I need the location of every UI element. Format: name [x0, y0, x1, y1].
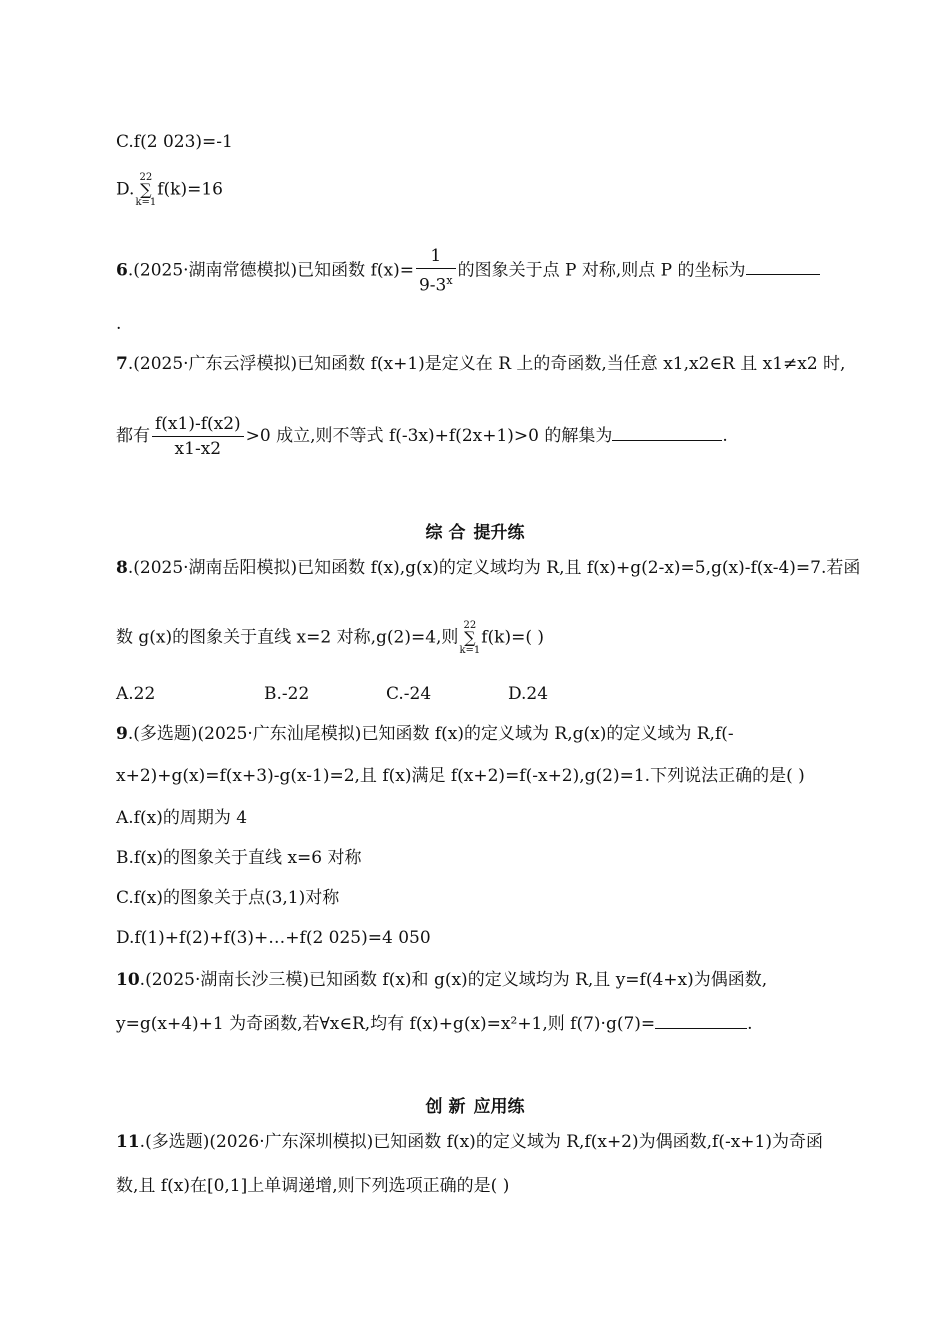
question-8-line-1	[116, 556, 860, 580]
answer-blank[interactable]	[612, 422, 722, 441]
question-text: .(多选题)(2025·广东汕尾模拟)已知函数 f(x)的定义域为 R,g(x)的定义域为 R,f(-	[127, 724, 734, 744]
question-number: 6	[116, 260, 128, 281]
question-number: 8	[116, 558, 128, 578]
sum-lower: k=1	[135, 197, 157, 208]
fraction-numerator: 1	[416, 244, 456, 269]
section-title-part-b: 应用练	[473, 1097, 525, 1117]
question-number: 7	[116, 354, 128, 374]
option-d[interactable]: D.f(1)+f(2)+f(3)+…+f(2 025)=4 050	[116, 928, 431, 948]
summation-symbol: 22 ∑ k=1	[459, 620, 481, 656]
q5-option-d	[116, 172, 223, 208]
section-title-comprehensive	[0, 518, 950, 543]
question-text: .(2025·湖南岳阳模拟)已知函数 f(x),g(x)的定义域均为 R,且 f(x)+g(2-x)=5,g(x)-f(x-4)=7.若函	[127, 558, 861, 578]
question-source: .(2025·湖南常德模拟)已知函数	[127, 260, 371, 281]
question-11-line-2: 数,且 f(x)在[0,1]上单调递增,则下列选项正确的是( )	[116, 1176, 510, 1196]
period: .	[722, 426, 728, 446]
option-a[interactable]: A.f(x)的周期为 4	[116, 808, 248, 828]
fraction-denominator: 9-3$^x$	[418, 274, 453, 296]
question-text: .(多选题)(2026·广东深圳模拟)已知函数 f(x)的定义域为 R,f(x+2)为偶函数,f(-x+1)为奇函	[139, 1132, 823, 1152]
option-c[interactable]: C.f(x)的图象关于点(3,1)对称	[116, 888, 340, 908]
fraction	[416, 244, 456, 298]
option-b[interactable]: B.-22	[264, 684, 310, 704]
fraction-denominator: x1-x2	[174, 439, 222, 459]
section-title-part-a: 创 新	[425, 1097, 466, 1117]
sum-lower: k=1	[459, 645, 481, 656]
question-text: 的图象关于点 P 对称,则点 P 的坐标为	[457, 260, 746, 281]
question-text: 数 g(x)的图象关于直线 x=2 对称,g(2)=4,则	[116, 627, 459, 648]
question-text: .(2025·湖南长沙三模)已知函数 f(x)和 g(x)的定义域均为 R,且 y=f(4+x)为偶函数,	[139, 970, 768, 990]
section-title-innovation	[0, 1092, 950, 1117]
fraction	[152, 412, 244, 461]
question-10-line-2	[116, 1010, 753, 1036]
question-9-line-1	[116, 722, 734, 746]
answer-blank[interactable]	[655, 1010, 747, 1029]
question-7-line-2	[116, 412, 728, 461]
option-c[interactable]: C.-24	[386, 684, 432, 704]
option-d[interactable]: D.24	[508, 684, 549, 704]
question-text: f(k)=( )	[481, 627, 545, 648]
summation-symbol: 22 ∑ k=1	[135, 172, 157, 208]
q5-option-d-body: f(k)=16	[157, 179, 223, 200]
question-text: y=g(x+4)+1 为奇函数,若∀x∈R,均有 f(x)+g(x)=x²+1,则 f(7)·g(7)=	[116, 1014, 656, 1034]
question-8-options	[116, 682, 548, 706]
sum-upper: 22	[139, 172, 153, 183]
answer-blank[interactable]	[746, 256, 820, 275]
question-11-line-1	[116, 1130, 823, 1154]
section-title-part-a: 综 合	[425, 523, 466, 543]
question-8-line-2	[116, 620, 544, 656]
option-a[interactable]: A.22	[116, 684, 156, 704]
function-label: f(x)=	[370, 260, 414, 281]
question-number: 10	[116, 970, 140, 990]
q5-option-d-label: D.	[116, 179, 135, 200]
question-7-line-1	[116, 352, 845, 376]
question-number: 11	[116, 1132, 140, 1152]
question-text: 都有	[116, 426, 150, 446]
option-b[interactable]: B.f(x)的图象关于直线 x=6 对称	[116, 848, 362, 868]
question-text: >0 成立,则不等式 f(-3x)+f(2x+1)>0 的解集为	[245, 426, 613, 446]
sum-upper: 22	[463, 620, 477, 631]
question-9-line-2: x+2)+g(x)=f(x+3)-g(x-1)=2,且 f(x)满足 f(x+2)=f(-x+2),g(2)=1.下列说法正确的是( )	[116, 766, 805, 786]
fraction-numerator: f(x1)-f(x2)	[152, 412, 244, 437]
question-10-line-1	[116, 968, 767, 992]
question-text: .(2025·广东云浮模拟)已知函数 f(x+1)是定义在 R 上的奇函数,当任意 x1,x2∈R 且 x1≠x2 时,	[127, 354, 846, 374]
section-title-part-b: 提升练	[473, 523, 525, 543]
q5-option-c: C.f(2 023)=-1	[116, 132, 233, 152]
question-6-continuation: .	[116, 314, 122, 334]
question-number: 9	[116, 724, 128, 744]
question-6	[116, 244, 820, 298]
period: .	[747, 1014, 753, 1034]
